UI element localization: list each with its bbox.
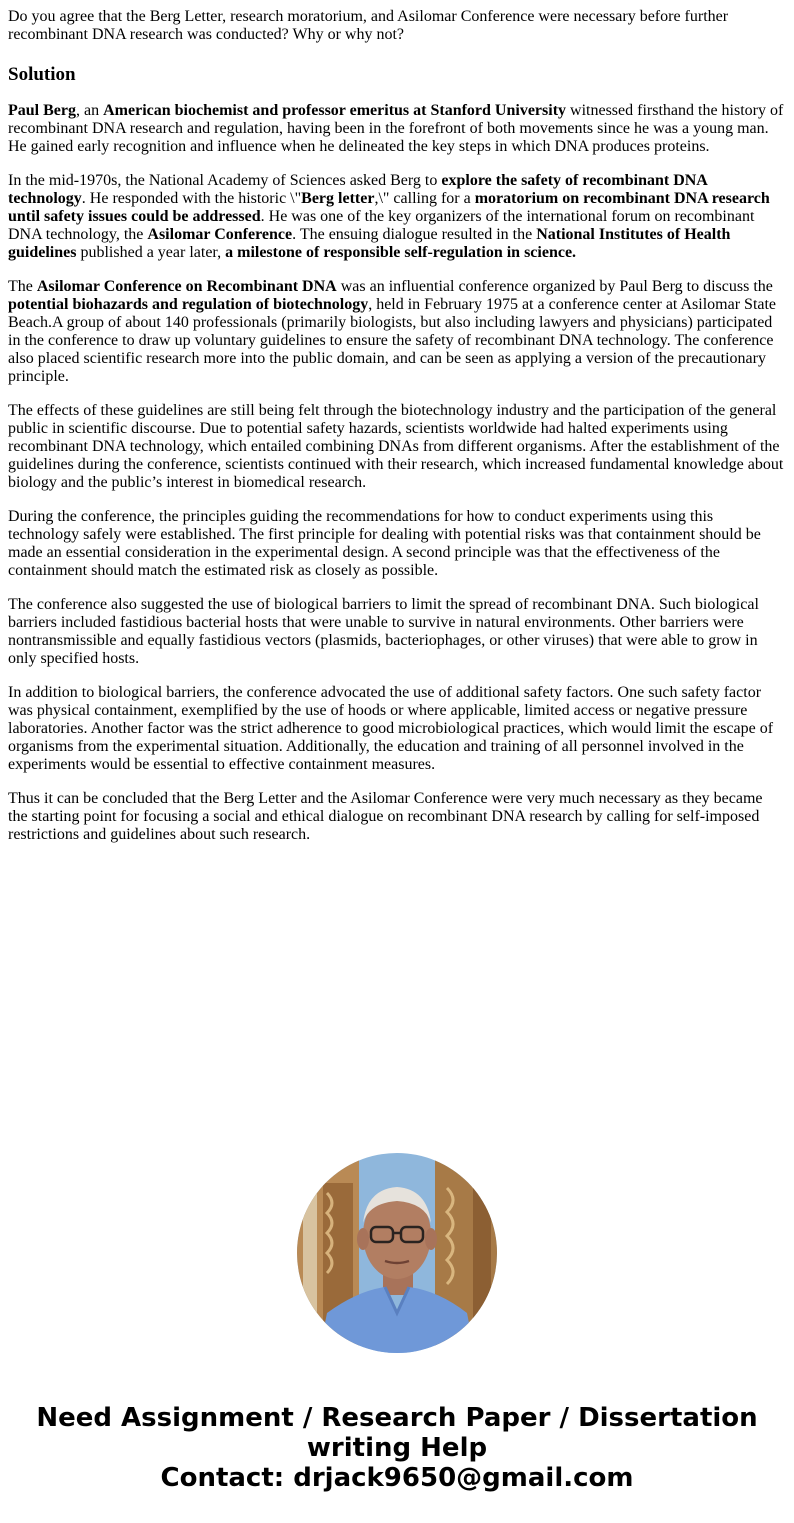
bold-text: explore the safety of recombinant DNA technology [8,172,707,207]
bold-text: American biochemist and professor emeritus at Stanford University [103,102,567,119]
bold-text: Asilomar Conference on Recombinant DNA [36,278,337,295]
bold-text: moratorium on recombinant DNA research until safety issues could be addressed [8,190,770,225]
text-span: The [8,278,37,295]
question-text: Do you agree that the Berg Letter, research moratorium, and Asilomar Conference were necessary before further recombinant DNA research was conducted? Why or why not? [8,8,729,43]
paragraph-safety-factors: In addition to biological barriers, the conference advocated the use of additional safety factors. One such safety factor was physical containment, exemplified by the use of hoods or where applicable, limited access or negative pressure laboratories. Another factor was the strict adherence to good microbiological practices, which would limit the escape of organisms from the experimental situation. Additionally, the education and training of all personnel involved in the experiments would be essential to effective containment measures. [8,684,774,773]
solution-heading: Solution [8,64,76,85]
answer-content [8,8,786,860]
promo-line-2: writing Help [306,1433,488,1463]
text-span: published a year later, [76,244,226,261]
paragraph-asilomar-conference [8,278,786,386]
text-span: , held in February 1975 at a conference center at Asilomar State Beach.A group of about 140 professionals (primarily biologists, but also including lawyers and physicians) participated in the conference to draw up voluntary guidelines to ensure the safety of recombinant DNA technology. The conference also placed scientific research more into the public domain, and can be seen as applying a version of the precautionary principle. [8,296,777,385]
bold-text: Paul Berg [8,102,76,119]
bold-text: a milestone of responsible self-regulation in science. [225,244,577,261]
text-span: was an influential conference organized by Paul Berg to discuss the [336,278,773,295]
paragraph-principles: During the conference, the principles guiding the recommendations for how to conduct experiments using this technology safely were established. The first principle for dealing with potential risks was that containment should be made an essential consideration in the experimental design. A second principle was that the effectiveness of the containment should match the estimated risk as closely as possible. [8,508,761,579]
bold-text: potential biohazards and regulation of biotechnology [8,296,369,313]
bold-text: National Institutes of Health guidelines [8,226,731,261]
text-span: . The ensuing dialogue resulted in the [292,226,537,243]
text-span: ,\" calling for a [374,190,475,207]
paragraph-conclusion: Thus it can be concluded that the Berg Letter and the Asilomar Conference were very much necessary as they became the starting point for focusing a social and ethical dialogue on recombinant DNA research by calling for self-imposed restrictions and guidelines about such research. [8,790,763,843]
text-span: , an [76,102,104,119]
promo-line-1: Need Assignment / Research Paper / Dissertation [36,1403,758,1433]
promo-banner [0,1403,794,1493]
text-span: In the mid-1970s, the National Academy of Sciences asked Berg to [8,172,442,189]
author-portrait-image [297,1153,497,1353]
paragraph-guideline-effects: The effects of these guidelines are still being felt through the biotechnology industry and the participation of the general public in scientific discourse. Due to potential safety hazards, scientists worldwide had halted experiments using recombinant DNA technology, which entailed combining DNAs from different organisms. After the establishment of the guidelines during the conference, scientists continued with their research, which increased fundamental knowledge about biology and the public’s interest in biomedical research. [8,402,784,491]
paragraph-biological-barriers: The conference also suggested the use of biological barriers to limit the spread of recombinant DNA. Such biological barriers included fastidious bacterial hosts that were unable to survive in natural environments. Other barriers were nontransmissible and equally fastidious vectors (plasmids, bacteriophages, or other viruses) that were able to grow in only specified hosts. [8,596,759,667]
bold-text: Berg letter [301,190,375,207]
paragraph-berg-letter [8,172,786,262]
author-avatar [297,1153,497,1353]
text-span: witnessed firsthand the history of recombinant DNA research and regulation, having been in the forefront of both movements since he was a young man. He gained early recognition and influence when he delineated the key steps in which DNA produces proteins. [8,102,784,155]
paragraph-paul-berg [8,102,786,156]
text-span: . He was one of the key organizers of the international forum on recombinant DNA technology, the [8,208,755,243]
promo-contact-line: Contact: drjack9650@gmail.com [160,1463,634,1493]
bold-text: Asilomar Conference [147,226,293,243]
text-span: . He responded with the historic \" [81,190,302,207]
